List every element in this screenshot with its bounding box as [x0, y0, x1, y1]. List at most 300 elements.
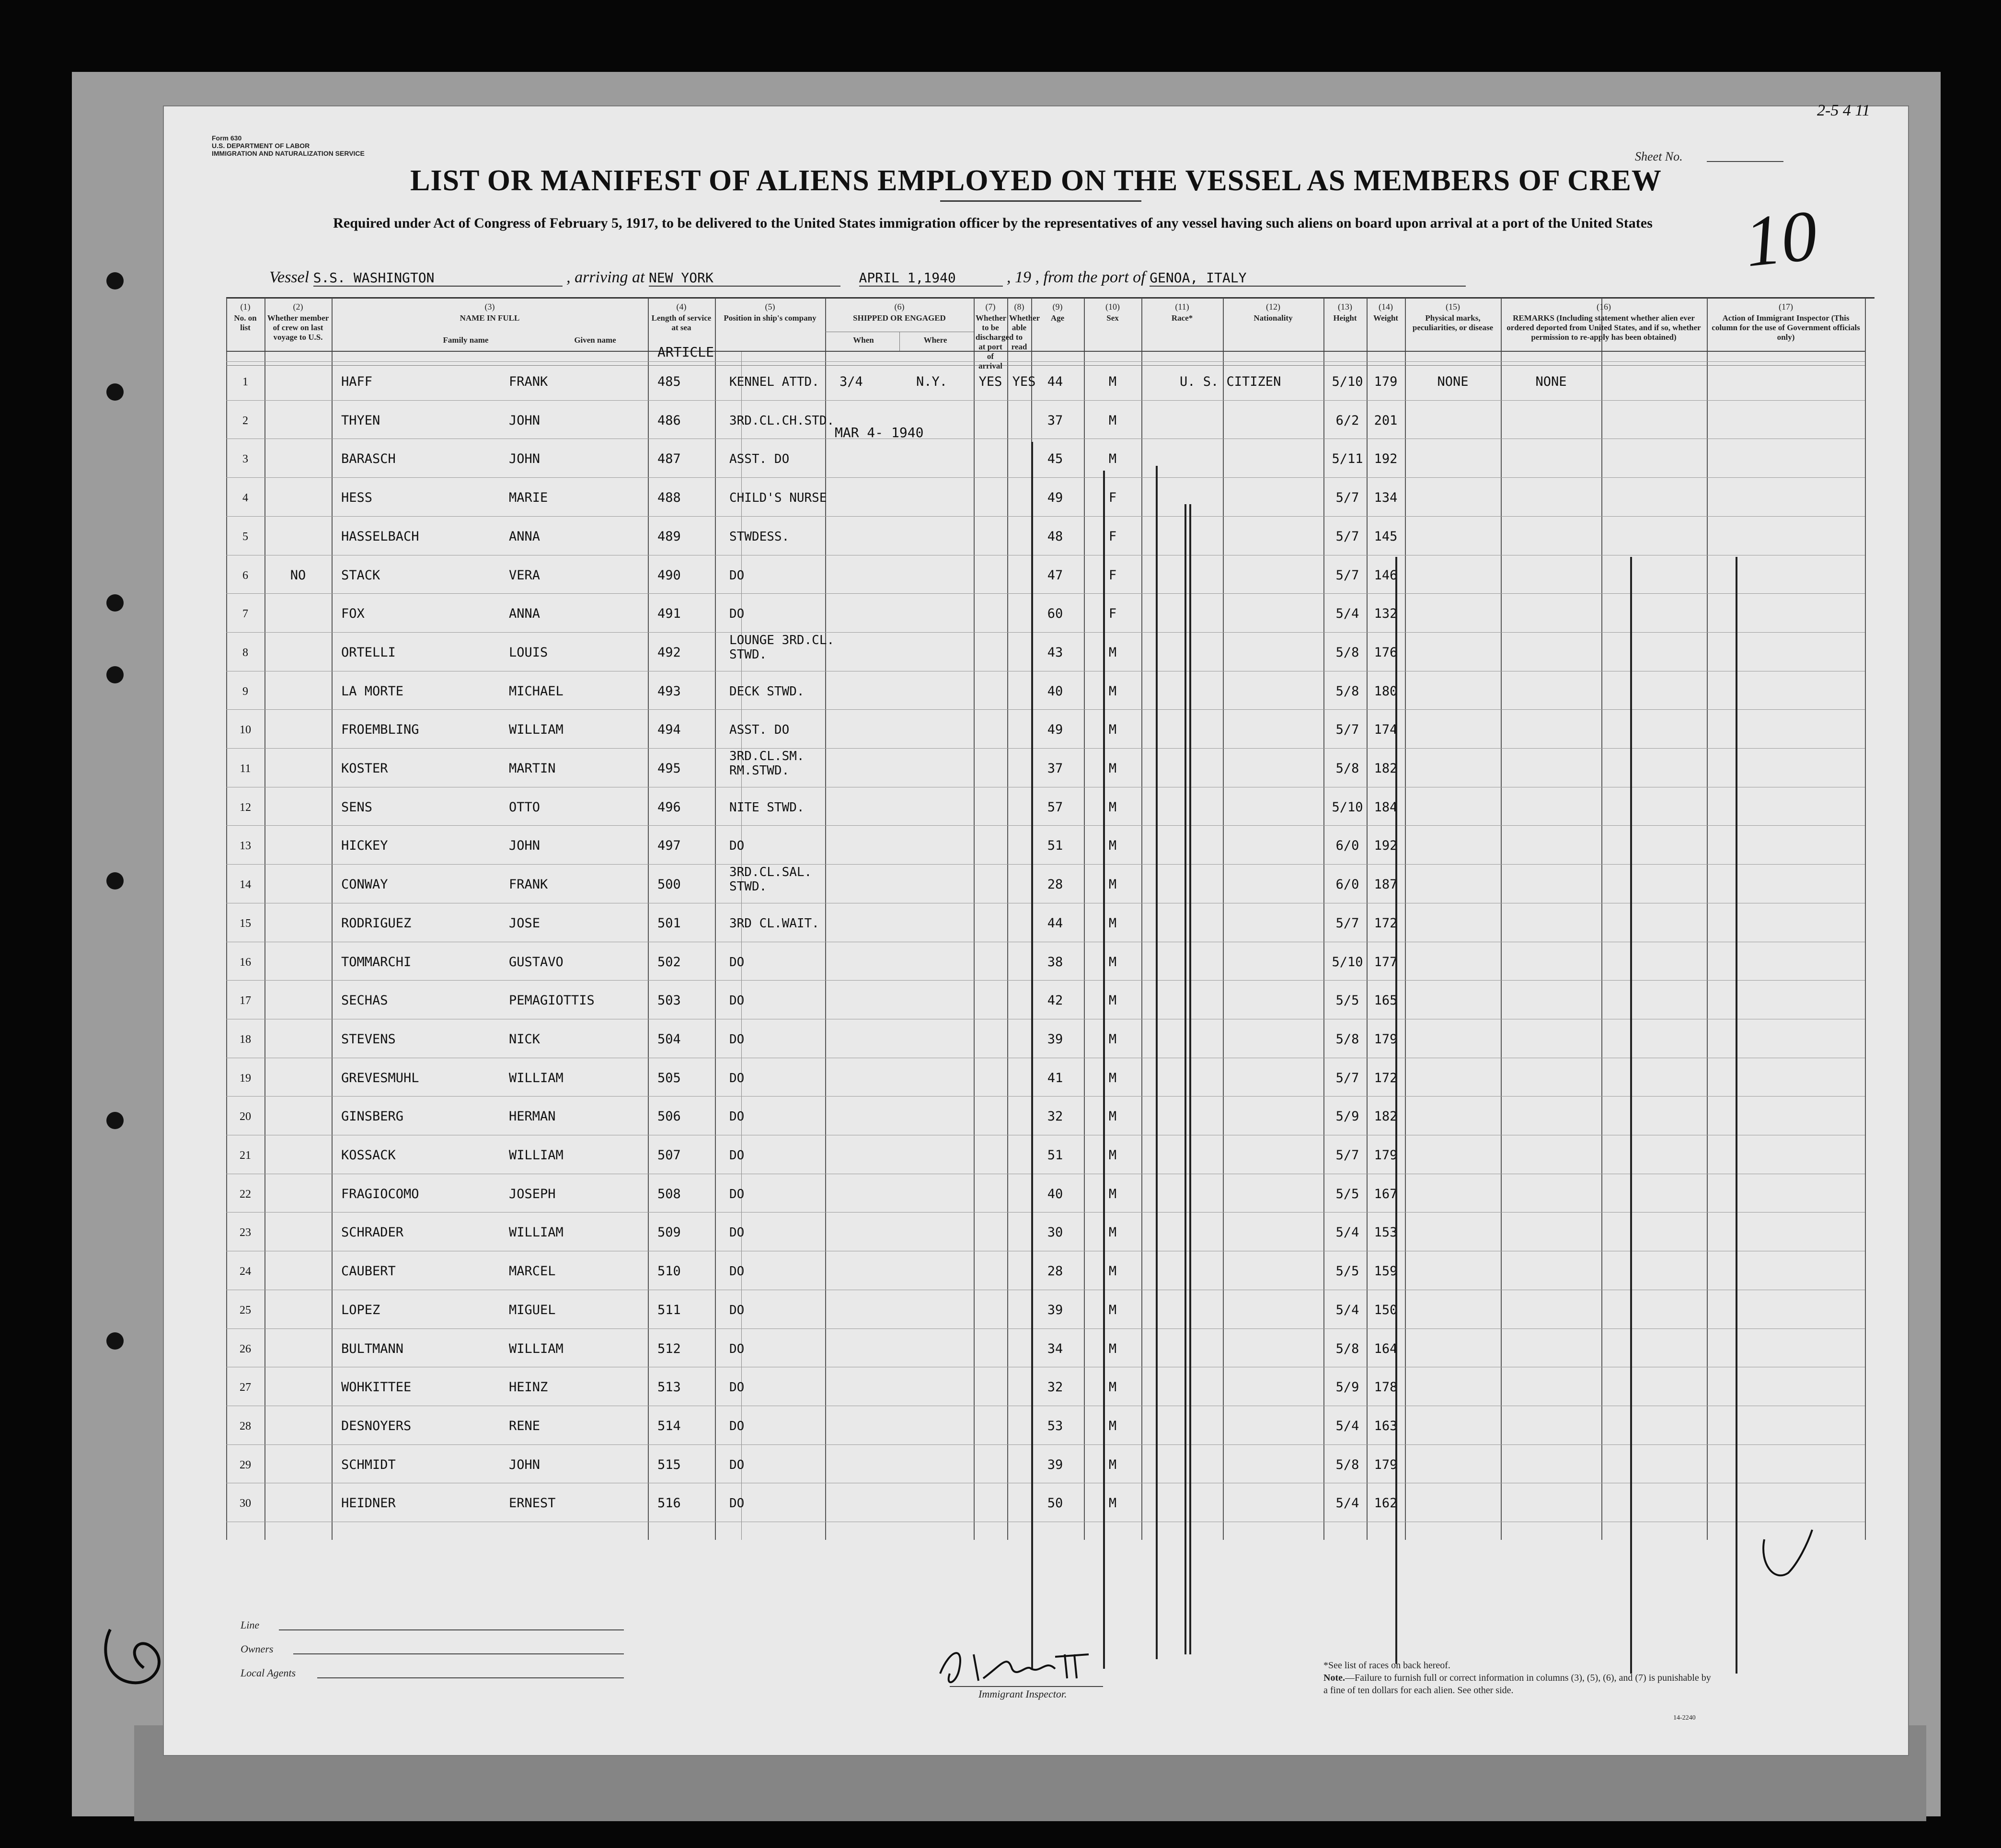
column-header: Physical marks, peculiarities, or disease [1412, 313, 1494, 332]
cell-family: TOMMARCHI [341, 954, 412, 970]
races-note: *See list of races on back hereof. [1323, 1660, 1450, 1671]
cell-family: STEVENS [341, 1031, 396, 1047]
cell-weight: 174 [1374, 722, 1398, 738]
cell-article: 511 [657, 1302, 681, 1317]
cell-age: 53 [1047, 1418, 1063, 1433]
cell-weight: 179 [1374, 1031, 1398, 1047]
cell-article: 500 [657, 877, 681, 892]
cell-position: 3RD.CL.CH.STD. [729, 413, 835, 428]
cell-given: ANNA [509, 606, 540, 622]
cell-height: 5/8 [1335, 645, 1359, 660]
column-number: (11) [1175, 302, 1189, 312]
cell-article: 508 [657, 1186, 681, 1201]
column-header: Nationality [1254, 313, 1293, 323]
cell-position: DO [729, 1225, 745, 1240]
cell-weight: 177 [1374, 954, 1398, 970]
cell-family: GINSBERG [341, 1109, 404, 1124]
row-rule [226, 709, 1865, 710]
binder-hole-icon [106, 594, 124, 612]
cell-no: 13 [240, 840, 251, 853]
cell-no: 28 [240, 1420, 251, 1432]
cell-no: 5 [242, 530, 248, 543]
service-name: IMMIGRATION AND NATURALIZATION SERVICE [212, 150, 365, 157]
cell-article: 485 [657, 374, 681, 389]
cell-height: 6/0 [1335, 877, 1359, 892]
cell-weight: 165 [1374, 993, 1398, 1008]
cell-no: 19 [240, 1072, 251, 1085]
column-divider [1323, 298, 1324, 1540]
page-title: LIST OR MANIFEST OF ALIENS EMPLOYED ON THE VESSEL AS MEMBERS OF CREW [410, 164, 1662, 197]
cell-height: 5/7 [1335, 1148, 1359, 1163]
row-rule [226, 516, 1865, 517]
cell-age: 32 [1047, 1109, 1063, 1124]
cell-given: WILLIAM [509, 1341, 564, 1356]
cell-article: 513 [657, 1380, 681, 1395]
cell-family: WOHKITTEE [341, 1380, 412, 1395]
cell-no: 10 [240, 724, 251, 737]
column-number: (17) [1779, 302, 1793, 312]
cell-position: DO [729, 1071, 745, 1086]
cell-nationality: U. S. CITIZEN [1180, 374, 1281, 389]
cell-family: HESS [341, 490, 373, 506]
cell-article: 501 [657, 915, 681, 931]
column-header: Sex [1106, 313, 1119, 323]
cell-read: YES [1012, 374, 1036, 389]
cell-sex: M [1108, 1070, 1117, 1086]
cell-sex: F [1108, 529, 1117, 544]
cell-family: KOSTER [341, 761, 388, 776]
cell-no: 20 [240, 1110, 251, 1123]
cell-weight: 145 [1374, 529, 1398, 544]
cell-given: MIGUEL [509, 1302, 556, 1317]
inspector-signature [931, 1635, 1132, 1693]
cell-height: 5/4 [1335, 606, 1359, 622]
cell-article: 489 [657, 529, 681, 544]
cell-article: 514 [657, 1418, 681, 1433]
cell-family: KOSSACK [341, 1148, 396, 1163]
cell-age: 57 [1047, 799, 1063, 815]
cell-position: DECK STWD. [729, 684, 805, 699]
arriving-label: , arriving at [566, 268, 645, 286]
cell-given: ANNA [509, 529, 540, 544]
cell-height: 5/10 [1332, 374, 1363, 389]
cell-age: 39 [1047, 1302, 1063, 1317]
arrival-date: APRIL 1,1940 [859, 270, 1003, 287]
cell-given: RENE [509, 1418, 540, 1433]
column-divider [1501, 298, 1502, 1540]
cell-family: HEIDNER [341, 1496, 396, 1511]
cell-remarks: NONE [1535, 374, 1567, 389]
cell-article: 494 [657, 722, 681, 738]
cell-no: 21 [240, 1149, 251, 1162]
column-divider [264, 298, 265, 1540]
cell-no: 18 [240, 1033, 251, 1046]
cell-height: 5/5 [1335, 1186, 1359, 1201]
cell-family: SCHMIDT [341, 1457, 396, 1472]
row-rule [226, 1212, 1865, 1213]
cell-given: LOUIS [509, 645, 548, 660]
column-header: Whether member of crew on last voyage to U.S. [267, 313, 329, 342]
cell-no: 6 [242, 569, 248, 582]
cell-weight: 146 [1374, 567, 1398, 583]
cell-given: NICK [509, 1031, 540, 1047]
cell-height: 5/4 [1335, 1225, 1359, 1240]
cell-given: HERMAN [509, 1109, 556, 1124]
line-label: Line [241, 1619, 260, 1631]
cell-height: 5/4 [1335, 1418, 1359, 1433]
column-header: Whether able to read [1009, 313, 1040, 351]
cell-article: 515 [657, 1457, 681, 1472]
cell-age: 40 [1047, 683, 1063, 699]
cell-height: 5/9 [1335, 1380, 1359, 1395]
cell-family: CAUBERT [341, 1264, 396, 1279]
column-number: (6) [894, 302, 905, 312]
cell-family: HICKEY [341, 838, 388, 854]
cell-weight: 167 [1374, 1186, 1398, 1201]
cell-height: 5/8 [1335, 1031, 1359, 1047]
column-divider [648, 298, 649, 1540]
line-field [279, 1629, 624, 1630]
binder-hole-icon [106, 272, 124, 289]
cell-age: 45 [1047, 451, 1063, 467]
cell-weight: 172 [1374, 1070, 1398, 1086]
from-port-label: , from the port of [1035, 268, 1146, 286]
cell-position: ASST. DO [729, 452, 790, 467]
binder-hole-icon [106, 1112, 124, 1129]
column-number: (15) [1446, 302, 1460, 312]
cell-position: CHILD'S NURSE [729, 491, 827, 506]
sheet-number-label: Sheet No. [1635, 150, 1683, 163]
cell-family: BARASCH [341, 451, 396, 467]
row-rule [226, 748, 1865, 749]
owners-label: Owners [241, 1643, 274, 1655]
cell-age: 39 [1047, 1031, 1063, 1047]
cell-position: DO [729, 1187, 745, 1201]
cell-height: 5/8 [1335, 683, 1359, 699]
column-divider [1141, 298, 1142, 1540]
cell-no: 2 [242, 414, 248, 427]
where-header: Where [923, 335, 947, 345]
cell-age: 37 [1047, 761, 1063, 776]
cell-article: 505 [657, 1070, 681, 1086]
column-number: (16) [1597, 302, 1611, 312]
cell-family: CONWAY [341, 877, 388, 892]
cell-position: 3RD CL.WAIT. [729, 916, 819, 931]
column-header: REMARKS (Including statement whether alien ever ordered deported from United States, and if so, whether permission to re-apply has been obtained) [1506, 313, 1701, 342]
cell-given: JOSEPH [509, 1186, 556, 1201]
row-rule [226, 400, 1865, 401]
header-bottom-rule [226, 351, 1865, 352]
arriving-port: NEW YORK [649, 270, 840, 287]
cell-position: STWDESS. [729, 529, 790, 544]
column-divider [1865, 298, 1866, 1540]
cell-sex: M [1108, 1457, 1117, 1472]
binder-hole-icon [106, 1332, 124, 1350]
cell-height: 5/8 [1335, 1341, 1359, 1356]
row-rule [226, 361, 1865, 362]
cell-height: 5/7 [1335, 490, 1359, 506]
column-header: Position in ship's company [724, 313, 816, 323]
column-header: Action of Immigrant Inspector (This column for the use of Government officials only) [1712, 313, 1860, 342]
cell-given: FRANK [509, 877, 548, 892]
cell-position: DO [729, 955, 745, 970]
binder-hole-icon [106, 666, 124, 683]
column-divider [1007, 298, 1008, 1540]
cell-given: OTTO [509, 799, 540, 815]
department-name: U.S. DEPARTMENT OF LABOR [212, 142, 310, 150]
cell-age: 37 [1047, 413, 1063, 428]
cell-no: 9 [242, 685, 248, 698]
column-number: (5) [765, 302, 775, 312]
cell-position: DO [729, 1496, 745, 1511]
cell-height: 5/9 [1335, 1109, 1359, 1124]
column-divider [715, 298, 716, 1540]
cell-height: 5/7 [1335, 567, 1359, 583]
cell-height: 5/4 [1335, 1302, 1359, 1317]
cell-article: 487 [657, 451, 681, 467]
cell-discharged: YES [978, 374, 1002, 389]
cell-family: SECHAS [341, 993, 388, 1008]
cell-weight: 192 [1374, 451, 1398, 467]
cell-family: LA MORTE [341, 683, 404, 699]
cell-position: DO [729, 1457, 745, 1472]
cell-article: 496 [657, 799, 681, 815]
cell-no: 14 [240, 878, 251, 891]
cell-position: 3RD.CL.SM. RM.STWD. [729, 749, 805, 778]
cell-given: JOSE [509, 915, 540, 931]
column-header: No. on list [234, 313, 257, 332]
cell-family: BULTMANN [341, 1341, 404, 1356]
note-text: —Failure to furnish full or correct information in columns (3), (5), (6), and (7) is punishable by a fine of ten dollars for each alien. See other side. [1323, 1673, 1711, 1696]
cell-article: 510 [657, 1264, 681, 1279]
ditto-mark-line [1156, 466, 1158, 1659]
cell-sex: M [1108, 451, 1117, 467]
cell-age: 50 [1047, 1496, 1063, 1511]
cell-position: DO [729, 1148, 745, 1163]
cell-age: 39 [1047, 1457, 1063, 1472]
cell-height: 5/8 [1335, 1457, 1359, 1472]
cell-sex: M [1108, 1418, 1117, 1433]
binder-hole-icon [106, 383, 124, 401]
owners-field [293, 1653, 624, 1654]
cell-weight: 182 [1374, 761, 1398, 776]
cell-age: 32 [1047, 1380, 1063, 1395]
from-port: GENOA, ITALY [1150, 270, 1466, 287]
cell-height: 5/11 [1332, 451, 1363, 467]
local-agents-label: Local Agents [241, 1667, 296, 1679]
column-divider [974, 298, 975, 1540]
column-number: (13) [1338, 302, 1352, 312]
cell-given: ERNEST [509, 1496, 556, 1511]
manifest-sheet [163, 102, 1909, 1756]
cell-no: 12 [240, 801, 251, 814]
cell-given: GUSTAVO [509, 954, 564, 970]
cell-sex: F [1108, 490, 1117, 506]
cell-article: 495 [657, 761, 681, 776]
row-rule [226, 1096, 1865, 1097]
cell-sex: M [1108, 1264, 1117, 1279]
cell-height: 5/10 [1332, 799, 1363, 815]
cell-age: 28 [1047, 1264, 1063, 1279]
cell-position: DO [729, 1264, 745, 1279]
cell-given: WILLIAM [509, 1225, 564, 1240]
cell-prev: NO [290, 567, 306, 583]
cell-article: 488 [657, 490, 681, 506]
cell-article: 503 [657, 993, 681, 1008]
cell-weight: 163 [1374, 1418, 1398, 1433]
cell-sex: F [1108, 606, 1117, 622]
cell-position: DO [729, 1032, 745, 1047]
column-header: Height [1333, 313, 1357, 323]
cell-article: 507 [657, 1148, 681, 1163]
cell-position: DO [729, 1419, 745, 1433]
cell-position: DO [729, 568, 745, 583]
cell-weight: 179 [1374, 1457, 1398, 1472]
cell-weight: 159 [1374, 1264, 1398, 1279]
ditto-mark-line [1630, 557, 1632, 1674]
cell-family: SENS [341, 799, 373, 815]
cell-sex: M [1108, 1341, 1117, 1356]
cell-no: 17 [240, 994, 251, 1007]
column-divider [1601, 298, 1602, 1540]
cell-age: 41 [1047, 1070, 1063, 1086]
cell-age: 44 [1047, 374, 1063, 389]
cell-given: WILLIAM [509, 722, 564, 738]
cell-sex: M [1108, 761, 1117, 776]
ditto-mark-line [1395, 557, 1397, 1664]
column-header: Weight [1373, 313, 1398, 323]
cell-age: 40 [1047, 1186, 1063, 1201]
cell-family: GREVESMUHL [341, 1070, 419, 1086]
ditto-mark-line [1031, 442, 1033, 1669]
column-header: Length of service at sea [651, 313, 712, 332]
row-rule [226, 980, 1865, 981]
cell-article: 492 [657, 645, 681, 660]
cell-no: 15 [240, 917, 251, 930]
cell-given: WILLIAM [509, 1070, 564, 1086]
cell-age: 49 [1047, 490, 1063, 506]
cell-age: 47 [1047, 567, 1063, 583]
cell-sex: M [1108, 1148, 1117, 1163]
row-rule [226, 477, 1865, 478]
check-mark-icon [1755, 1525, 1822, 1592]
cell-age: 28 [1047, 877, 1063, 892]
cell-given: JOHN [509, 1457, 540, 1472]
cell-sex: M [1108, 374, 1117, 389]
cell-height: 5/5 [1335, 993, 1359, 1008]
cell-weight: 164 [1374, 1341, 1398, 1356]
column-header: Whether to be discharged at port of arrival [976, 313, 1014, 370]
column-number: (1) [240, 302, 251, 312]
cell-height: 5/10 [1332, 954, 1363, 970]
column-divider [1707, 298, 1708, 1540]
cell-given: MICHAEL [509, 683, 564, 699]
local-agents-field [317, 1677, 624, 1678]
family-name-header: Family name [443, 335, 489, 345]
row-rule [226, 1328, 1865, 1329]
cell-position: ASST. DO [729, 723, 790, 738]
cell-family: ORTELLI [341, 645, 396, 660]
print-code: 14-2240 [1673, 1714, 1696, 1721]
page-subtitle: Required under Act of Congress of February 5, 1917, to be delivered to the United States immigration officer by the representatives of any vessel having such aliens on board upon arrival at a port of the United States [333, 215, 1653, 231]
cell-sex: M [1108, 1302, 1117, 1317]
cell-family: STACK [341, 567, 380, 583]
signature-line [950, 1686, 1103, 1687]
cell-sex: M [1108, 954, 1117, 970]
cell-weight: 187 [1374, 877, 1398, 892]
form-number: Form 630 [212, 134, 242, 142]
cell-article: 502 [657, 954, 681, 970]
cell-height: 5/7 [1335, 915, 1359, 931]
cell-given: VERA [509, 567, 540, 583]
cell-age: 51 [1047, 1148, 1063, 1163]
cell-height: 6/2 [1335, 413, 1359, 428]
margin-scribble-icon [96, 1620, 192, 1697]
cell-no: 1 [242, 376, 248, 388]
cell-no: 23 [240, 1226, 251, 1239]
cell-sex: F [1108, 567, 1117, 583]
column-header: NAME IN FULL [460, 313, 520, 323]
cell-height: 5/8 [1335, 761, 1359, 776]
cell-where: N.Y. [916, 374, 948, 389]
cell-age: 30 [1047, 1225, 1063, 1240]
cell-article: 509 [657, 1225, 681, 1240]
cell-no: 30 [240, 1497, 251, 1510]
year-label: , 19 [1007, 268, 1031, 286]
ditto-mark-line [1184, 504, 1186, 1654]
cell-family: SCHRADER [341, 1225, 404, 1240]
cell-family: HAFF [341, 374, 373, 389]
cell-position: LOUNGE 3RD.CL. STWD. [729, 633, 835, 662]
cell-weight: 192 [1374, 838, 1398, 854]
date-stamp: MAR 4- 1940 [835, 425, 924, 440]
cell-sex: M [1108, 1031, 1117, 1047]
vessel-line [269, 268, 1466, 287]
cell-sex: M [1108, 722, 1117, 738]
cell-age: 48 [1047, 529, 1063, 544]
ditto-mark-line [1189, 504, 1191, 1654]
when-header: When [853, 335, 874, 345]
cell-position: DO [729, 1109, 745, 1124]
column-divider [332, 298, 333, 1540]
cell-sex: M [1108, 799, 1117, 815]
cell-age: 49 [1047, 722, 1063, 738]
cell-no: 7 [242, 608, 248, 621]
cell-no: 16 [240, 956, 251, 969]
cell-given: MARIE [509, 490, 548, 506]
cell-height: 5/4 [1335, 1496, 1359, 1511]
cell-given: JOHN [509, 451, 540, 467]
note-prefix: Note. [1323, 1673, 1345, 1683]
vessel-name: S.S. WASHINGTON [313, 270, 563, 287]
cell-no: 26 [240, 1342, 251, 1355]
cell-sex: M [1108, 645, 1117, 660]
column-number: (7) [985, 302, 996, 312]
column-number: (9) [1052, 302, 1063, 312]
cell-given: FRANK [509, 374, 548, 389]
cell-height: 5/5 [1335, 1264, 1359, 1279]
row-rule [226, 825, 1865, 826]
cell-sex: M [1108, 993, 1117, 1008]
column-number: (12) [1266, 302, 1280, 312]
cell-sex: M [1108, 877, 1117, 892]
vessel-label: Vessel [269, 268, 310, 286]
column-number: (4) [676, 302, 687, 312]
cell-sex: M [1108, 915, 1117, 931]
title-divider [940, 200, 1141, 202]
column-divider [899, 332, 900, 351]
cell-position: 3RD.CL.SAL. STWD. [729, 865, 812, 894]
